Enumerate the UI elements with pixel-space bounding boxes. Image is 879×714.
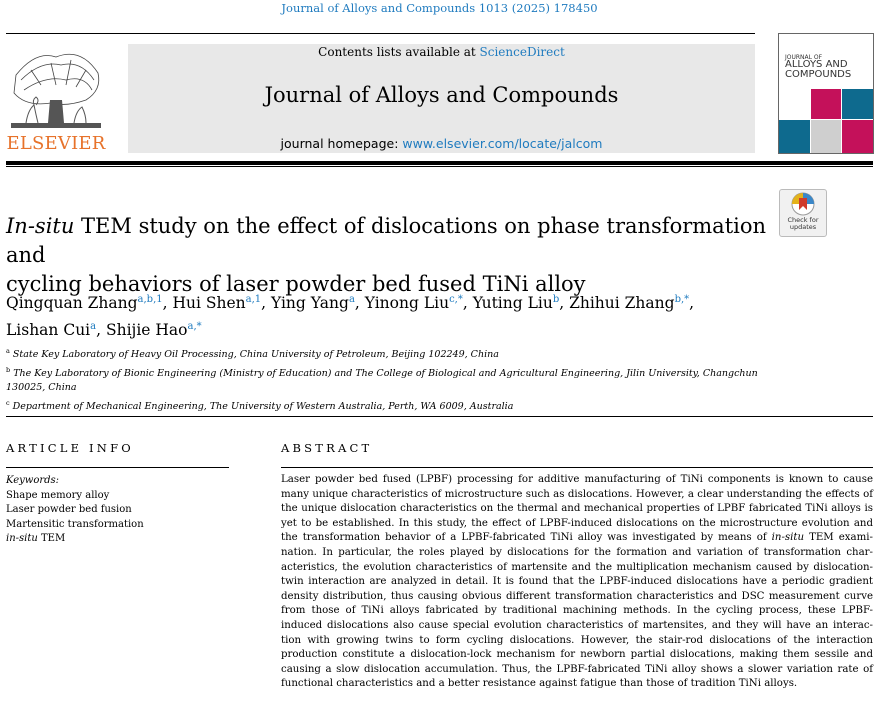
- affiliation-text: Department of Mechanical Engineering, The University of Western Australia, Perth, WA 6009, Australia: [9, 400, 514, 412]
- keywords-section: [6, 474, 144, 547]
- author-affiliation-marks[interactable]: a,b,1: [137, 294, 163, 305]
- masthead-top-rule: [6, 33, 755, 34]
- masthead-bottom-rule-thin: [6, 166, 873, 167]
- author-separator: ,: [261, 294, 271, 313]
- journal-homepage: [128, 136, 755, 151]
- keyword-item: Laser powder bed fusion: [6, 504, 132, 515]
- abstract-line: nation. In particular, the roles played by dislocations for the formation and variation of transformation char-: [281, 546, 873, 558]
- affiliation-item: [6, 396, 766, 415]
- author-name[interactable]: Qingquan Zhang: [6, 294, 138, 313]
- title-line-1-rest: TEM study on the effect of dislocations on phase transformation and: [6, 214, 767, 267]
- abstract-line: causing a slow dislocation accumulation. Thus, the LPBF-fabricated TiNi alloy shows a slower variation rate of: [281, 663, 873, 675]
- author-name[interactable]: Ying Yang: [271, 294, 349, 313]
- keywords-label: Keywords:: [6, 475, 60, 486]
- affiliation-item: [6, 363, 766, 396]
- elsevier-tree-icon: [6, 45, 106, 131]
- author-separator: ,: [462, 294, 473, 313]
- affiliation-mark: c: [6, 398, 10, 407]
- affiliation-mark: a: [6, 347, 10, 355]
- author-list: [6, 288, 766, 342]
- cover-block: [842, 120, 873, 153]
- article-info-rule: [6, 467, 229, 468]
- abstract-line: functional characteristics and a better resistance against fatigue than those of tradition TiNi alloys.: [281, 678, 798, 690]
- author-name[interactable]: Zhihui Zhang: [569, 294, 675, 313]
- author-affiliation-marks[interactable]: a,*: [187, 321, 202, 333]
- article-info-heading: ARTICLE INFO: [6, 441, 134, 455]
- cover-block: [779, 120, 810, 153]
- abstract-line-text: the transformation behavior of a LPBF-fabricated TiNi alloy was investigated by means of: [281, 532, 772, 544]
- homepage-link[interactable]: www.elsevier.com/locate/jalcom: [402, 136, 603, 151]
- affiliation-item: [6, 344, 766, 363]
- section-divider: [6, 416, 873, 417]
- article-title: [6, 212, 766, 299]
- author-separator: ,: [689, 294, 695, 313]
- journal-citation[interactable]: Journal of Alloys and Compounds 1013 (2025) 178450: [281, 1, 598, 15]
- check-for-updates-button[interactable]: [779, 189, 827, 237]
- abstract-body: [281, 473, 873, 692]
- cover-block: [842, 89, 873, 119]
- author-name[interactable]: Yinong Liu: [364, 294, 450, 313]
- keyword-rest: TEM: [37, 533, 66, 544]
- publisher-name: ELSEVIER: [6, 133, 106, 154]
- crossmark-label-line-1: Check for: [787, 216, 819, 224]
- cover-title-line-2: COMPOUNDS: [785, 69, 852, 80]
- abstract-italic: in-situ: [771, 532, 805, 544]
- author-separator: ,: [96, 321, 106, 340]
- affiliation-list: [6, 344, 766, 414]
- abstract-line: production constitute a dislocation-lock mechanism for newborn partial dislocations, making them sessile and: [281, 649, 873, 661]
- abstract-line: the unique dislocation characteristics on the thermal and mechanical properties of LPBF fabricated TiNi alloys is: [281, 503, 873, 515]
- author-separator: ,: [559, 294, 570, 313]
- abstract-line: tion with growing twins to form cycling dislocations. However, the stair-rod dislocations of the interaction: [281, 634, 873, 646]
- author-name[interactable]: Hui Shen: [172, 294, 246, 313]
- abstract-heading: ABSTRACT: [281, 441, 373, 455]
- contents-prefix: Contents lists available at: [318, 45, 480, 59]
- abstract-line: many unique characteristics of microstructure such as dislocations. However, a clear understanding the effects of: [281, 488, 873, 500]
- keyword-italic: in-situ: [6, 533, 38, 544]
- article-title-line-2: cycling behaviors of laser powder bed fused TiNi alloy: [6, 272, 586, 296]
- abstract-line: acteristics, the evolution characteristics of martensite and the multiplication mechanism caused by dislocation-: [281, 561, 873, 573]
- journal-title: Journal of Alloys and Compounds: [264, 83, 619, 107]
- author-affiliation-marks[interactable]: b,*: [674, 294, 690, 305]
- contents-availability: [128, 45, 755, 59]
- keyword-item: [6, 532, 144, 547]
- cover-title: [785, 60, 851, 80]
- abstract-line: [281, 531, 873, 546]
- elsevier-logo[interactable]: [6, 45, 106, 153]
- affiliation-text: The Key Laboratory of Bionic Engineering (Ministry of Education) and The College of Biological and Agricultural Engineering, Jilin University, Changchun 130025, China: [6, 367, 758, 394]
- sciencedirect-link[interactable]: ScienceDirect: [479, 45, 565, 59]
- article-title-line-1: [6, 212, 766, 270]
- keyword-item: Shape memory alloy: [6, 489, 110, 501]
- author-affiliation-marks[interactable]: a: [348, 294, 355, 305]
- cover-block: [811, 120, 841, 153]
- abstract-line: density distribution, thus causing obvious different transformation characteristics and DSC measurement curve: [281, 590, 873, 602]
- author-affiliation-marks[interactable]: a,1: [245, 294, 262, 305]
- title-italic: In-situ: [6, 214, 75, 238]
- crossmark-icon: [780, 190, 826, 218]
- cover-small-label: JOURNAL OF: [785, 54, 823, 61]
- abstract-line: Laser powder bed fused (LPBF) processing for additive manufacturing of TiNi components is known to cause: [281, 474, 873, 485]
- abstract-line: from those of TiNi alloys fabricated by traditional machining methods. In the cycling process, these LPBF-: [281, 605, 873, 617]
- keyword-list: [6, 489, 144, 533]
- abstract-line: induced dislocations also cause special evolution characteristics of martensites, and they will have an interac-: [281, 619, 873, 631]
- author-name[interactable]: Yuting Liu: [472, 294, 553, 313]
- abstract-line: yet to be established. In this study, the effect of LPBF-induced dislocations on the microstructure evolution and: [281, 517, 873, 529]
- author-name[interactable]: Lishan Cui: [6, 321, 91, 340]
- masthead-bottom-rule: [6, 161, 873, 165]
- keyword-item: Martensitic transformation: [6, 518, 144, 530]
- author-name[interactable]: Shijie Hao: [105, 321, 188, 340]
- abstract-line: twin interaction are analyzed in detail. It is found that the LPBF-induced dislocations have a periodic gradient: [281, 576, 873, 588]
- author-affiliation-marks[interactable]: c,*: [449, 294, 463, 305]
- affiliation-text: State Key Laboratory of Heavy Oil Processing, China University of Petroleum, Beijing 102249, China: [9, 349, 499, 361]
- author-affiliation-marks[interactable]: b: [552, 294, 560, 305]
- abstract-line-text: TEM exami-: [804, 532, 873, 544]
- author-affiliation-marks[interactable]: a: [90, 321, 97, 333]
- journal-cover[interactable]: [778, 33, 874, 154]
- cover-block: [811, 89, 841, 119]
- affiliation-mark: b: [6, 365, 11, 374]
- author-separator: ,: [162, 294, 173, 313]
- journal-masthead: [128, 44, 755, 153]
- crossmark-label: [780, 217, 826, 231]
- author-separator: ,: [354, 294, 365, 313]
- abstract-rule: [281, 467, 873, 468]
- cover-title-line-1: ALLOYS AND: [785, 59, 848, 70]
- homepage-prefix: journal homepage:: [280, 136, 403, 151]
- crossmark-label-line-2: updates: [789, 223, 817, 231]
